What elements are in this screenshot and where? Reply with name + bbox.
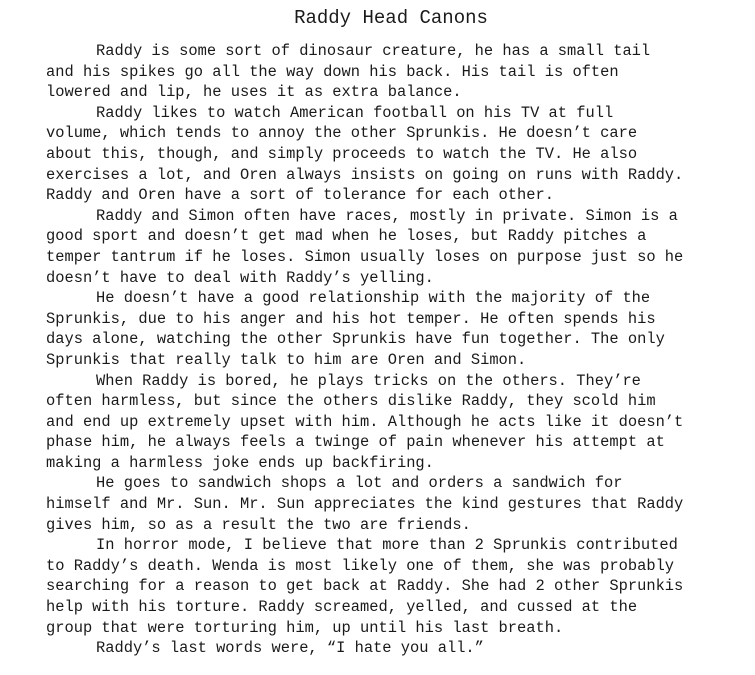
text-line: to Raddy’s death. Wenda is most likely one of them, she was probably (46, 556, 675, 575)
body-paragraph (46, 41, 726, 103)
body-paragraph (46, 288, 726, 370)
document-body (46, 41, 726, 659)
body-paragraph (46, 103, 726, 206)
text-line: He goes to sandwich shops a lot and orders a sandwich for (96, 474, 623, 493)
text-line: group that were torturing him, up until his last breath. (46, 618, 564, 637)
text-line: temper tantrum if he loses. Simon usually loses on purpose just so he (46, 247, 684, 266)
document-title: Raddy Head Canons (294, 7, 488, 29)
text-line: lowered and lip, he uses it as extra balance. (46, 83, 462, 102)
text-line: He doesn’t have a good relationship with the majority of the (96, 289, 651, 308)
text-line: When Raddy is bored, he plays tricks on the others. They’re (96, 371, 641, 390)
text-line: gives him, so as a result the two are friends. (46, 515, 471, 534)
text-line: searching for a reason to get back at Raddy. She had 2 other Sprunkis (46, 577, 684, 596)
body-paragraph (46, 638, 726, 659)
text-line: good sport and doesn’t get mad when he loses, but Raddy pitches a (46, 227, 647, 246)
body-paragraph (46, 535, 726, 638)
text-line: Raddy likes to watch American football on his TV at full (96, 103, 614, 122)
text-line: about this, though, and simply proceeds to watch the TV. He also (46, 144, 638, 163)
text-line: Raddy is some sort of dinosaur creature, he has a small tail (96, 42, 651, 60)
text-line: help with his torture. Raddy screamed, yelled, and cussed at the (46, 598, 638, 617)
text-line: days alone, watching the other Sprunkis have fun together. The only (46, 330, 665, 349)
text-line: often harmless, but since the others dislike Raddy, they scold him (46, 392, 656, 411)
body-paragraph (46, 371, 726, 474)
text-line: volume, which tends to annoy the other Sprunkis. He doesn’t care (46, 124, 638, 143)
text-line: In horror mode, I believe that more than 2 Sprunkis contributed (96, 536, 678, 555)
text-line: phase him, he always feels a twinge of pain whenever his attempt at (46, 433, 665, 452)
text-line: and end up extremely upset with him. Although he acts like it doesn’t (46, 412, 684, 431)
text-line: Raddy’s last words were, “I hate you all.” (96, 639, 484, 658)
text-line: Sprunkis, due to his anger and his hot temper. He often spends his (46, 309, 656, 328)
text-line: Raddy and Oren have a sort of tolerance for each other. (46, 186, 554, 205)
body-paragraph (46, 473, 726, 535)
text-line: exercises a lot, and Oren always insists on going on runs with Raddy. (46, 165, 684, 184)
text-line: Sprunkis that really talk to him are Oren and Simon. (46, 350, 527, 369)
text-line: making a harmless joke ends up backfiring. (46, 453, 434, 472)
text-line: Raddy and Simon often have races, mostly in private. Simon is a (96, 206, 678, 225)
text-line: and his spikes go all the way down his back. His tail is often (46, 62, 619, 81)
text-line: doesn’t have to deal with Raddy’s yelling. (46, 268, 434, 287)
text-line: himself and Mr. Sun. Mr. Sun appreciates the kind gestures that Raddy (46, 495, 684, 514)
document-page (46, 6, 726, 659)
body-paragraph (46, 206, 726, 288)
